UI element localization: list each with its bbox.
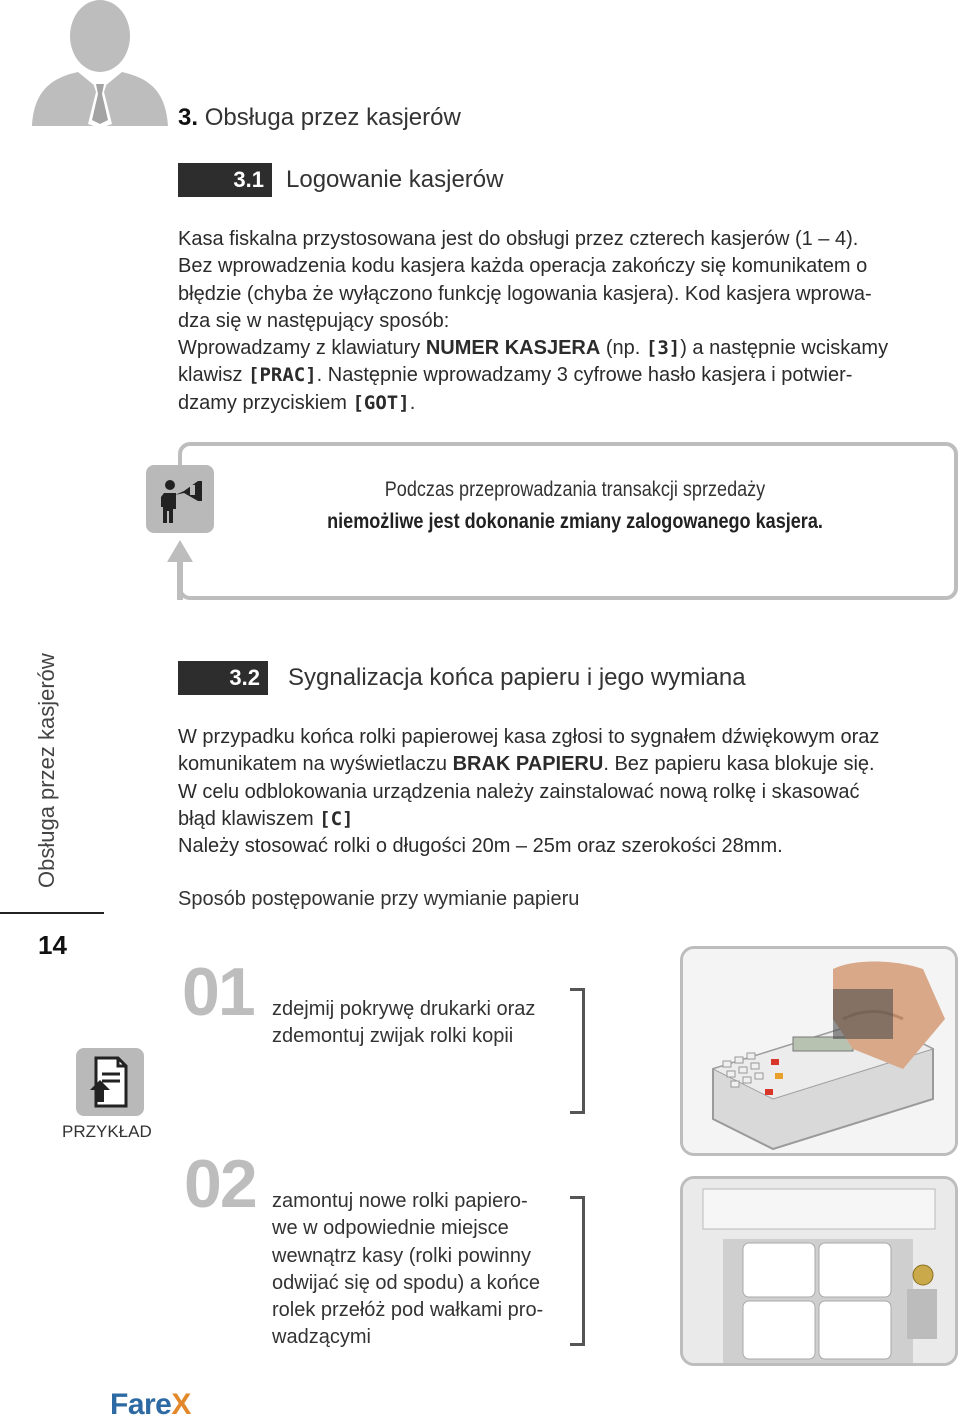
- keyword: NUMER KASJERA: [425, 337, 601, 360]
- section-number: 3.: [178, 104, 199, 131]
- step-text: [272, 1188, 543, 1352]
- text: .: [409, 391, 416, 414]
- paragraph-line: [178, 335, 958, 362]
- paragraph-line: Bez wprowadzenia kodu kasjera każda operacja zakończy się komunikatem o: [178, 255, 868, 278]
- step-line: rolek przełóż pod wałkami pro-: [272, 1299, 544, 1322]
- text: Wprowadzamy z klawiatury: [178, 337, 426, 360]
- key-name: [3]: [645, 337, 681, 360]
- text: . Bez papieru kasa blokuje się.: [603, 753, 875, 776]
- procedure-title: Sposób postępowanie przy wymianie papieru: [178, 888, 580, 910]
- paragraph-line: dza się w następujący sposób:: [178, 309, 450, 332]
- step-text: [272, 996, 535, 1051]
- page-number: 14: [38, 930, 67, 960]
- section-title: [178, 104, 461, 132]
- login-paragraph: [178, 226, 958, 417]
- farex-logo: [110, 1388, 191, 1422]
- subsection-number: 3.2: [229, 665, 260, 690]
- arrow-up-icon: [166, 540, 194, 596]
- step-line: zdemontuj zwijak rolki kopii: [272, 1025, 514, 1048]
- photo-remove-cover: [680, 946, 958, 1156]
- subsection-title: Logowanie kasjerów: [286, 166, 504, 193]
- note-line-2: niemożliwe jest dokonanie zmiany zalogowanego kasjera.: [327, 510, 823, 533]
- note-line-1: Podczas przeprowadzania transakcji sprzedaży: [384, 478, 766, 501]
- subsection-number: 3.1: [233, 167, 264, 192]
- paragraph-line: błędzie (chyba że wyłączono funkcję logowania kasjera). Kod kasjera wprowa-: [178, 282, 872, 305]
- step-bracket: [570, 1196, 585, 1346]
- text: komunikatem na wyświetlaczu: [178, 753, 453, 776]
- example-label: PRZYKŁAD: [62, 1122, 152, 1141]
- paragraph-line: [178, 362, 958, 389]
- step-number: 01: [182, 954, 254, 1030]
- logo-accent-text: X: [171, 1388, 191, 1421]
- paragraph-line: [178, 806, 958, 833]
- step-line: wadzącymi: [272, 1326, 371, 1349]
- step-number: 02: [184, 1146, 256, 1222]
- key-name: [PRAC]: [248, 364, 317, 387]
- paragraph-line: W celu odblokowania urządzenia należy zainstalować nową rolkę i skasować: [178, 780, 860, 803]
- step-line: odwijać się od spodu) a końce: [272, 1271, 540, 1294]
- side-divider: [0, 912, 104, 914]
- text: . Następnie wprowadzamy 3 cyfrowe hasło kasjera i potwier-: [316, 364, 853, 387]
- step-line: we w odpowiednie miejsce: [272, 1217, 509, 1240]
- user-silhouette-icon: [28, 0, 170, 128]
- paragraph-line: [178, 751, 958, 778]
- side-chapter-label: [20, 653, 68, 888]
- step-bracket: [570, 988, 585, 1114]
- side-chapter-text: Obsługa przez kasjerów: [34, 653, 59, 888]
- step-line: zamontuj nowe rolki papiero-: [272, 1190, 528, 1212]
- keyword: BRAK PAPIERU: [452, 753, 604, 776]
- paragraph-line: Kasa fiskalna przystosowana jest do obsługi przez czterech kasjerów (1 – 4).: [178, 228, 859, 250]
- paragraph-line: W przypadku końca rolki papierowej kasa zgłosi to sygnałem dźwiękowym oraz: [178, 726, 880, 748]
- text: dzamy przyciskiem: [178, 391, 353, 414]
- text: klawisz: [178, 364, 249, 387]
- note-text: [180, 478, 960, 534]
- subsection-title: Sygnalizacja końca papieru i jego wymiana: [288, 664, 746, 691]
- photo-insert-rolls: [680, 1176, 958, 1366]
- text: (np.: [600, 337, 646, 360]
- step-line: wewnątrz kasy (rolki powinny: [272, 1244, 531, 1267]
- step-line: zdejmij pokrywę drukarki oraz: [272, 998, 536, 1020]
- text: ) a następnie wciskamy: [680, 337, 889, 360]
- logo-main-text: Fare: [110, 1388, 172, 1421]
- paragraph-line: [178, 390, 958, 417]
- paragraph-line: Należy stosować rolki o długości 20m – 25m oraz szerokości 28mm.: [178, 835, 783, 858]
- text: błąd klawiszem: [178, 807, 320, 830]
- subsection-number-bar: [178, 661, 268, 695]
- key-name: [C]: [319, 807, 354, 830]
- subsection-number-bar: [178, 163, 272, 197]
- section-title-text: Obsługa przez kasjerów: [204, 104, 461, 131]
- document-upload-icon: [76, 1048, 144, 1116]
- key-name: [GOT]: [352, 391, 410, 414]
- paper-paragraph: [178, 724, 958, 860]
